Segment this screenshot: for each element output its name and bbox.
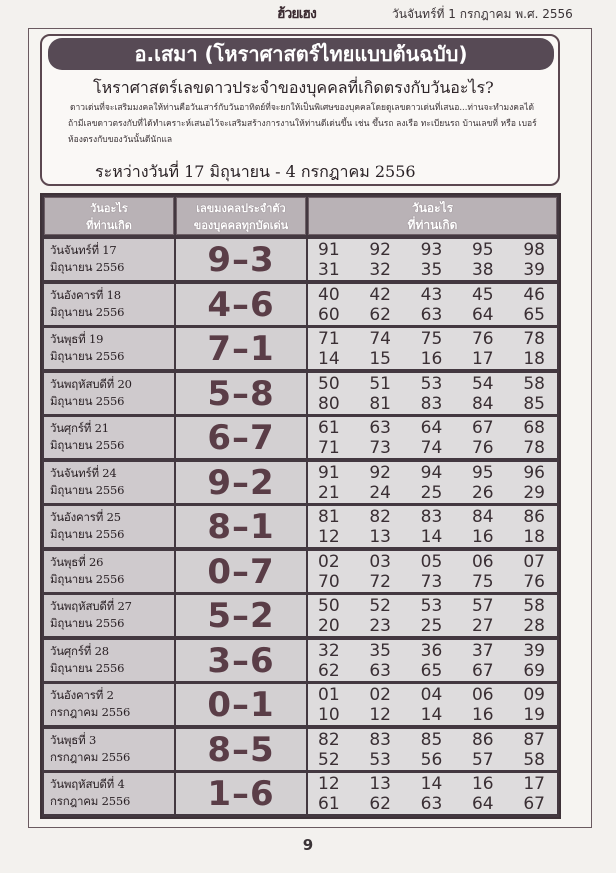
lucky-pair: 9–2 — [176, 462, 306, 503]
number-line-bottom — [308, 437, 557, 457]
table-row — [42, 772, 559, 815]
lucky-number: 40 — [318, 284, 340, 305]
lucky-number: 83 — [369, 729, 391, 750]
table-row — [42, 594, 559, 637]
table-row — [42, 372, 559, 415]
lucky-numbers-cell — [308, 284, 557, 325]
lucky-number: 17 — [471, 349, 494, 369]
lucky-numbers-cell — [308, 239, 557, 280]
number-line-top — [308, 284, 557, 304]
birth-day-cell — [44, 551, 174, 592]
lucky-number: 14 — [420, 705, 443, 725]
header-pair-line2: ของบุคคลทุกบัดเด่น — [193, 219, 289, 232]
lucky-number: 76 — [471, 329, 494, 349]
lucky-number: 01 — [318, 685, 340, 705]
table-header — [42, 195, 559, 237]
lucky-number: 86 — [471, 729, 494, 750]
lucky-number: 76 — [471, 438, 494, 458]
lucky-number: 52 — [318, 749, 340, 770]
day-month: กรกฎาคม 2556 — [50, 794, 131, 808]
lucky-number: 69 — [523, 660, 545, 681]
lucky-number: 16 — [420, 349, 443, 369]
lucky-number: 92 — [369, 240, 391, 260]
number-line-bottom — [308, 704, 557, 724]
lucky-number: 29 — [523, 482, 545, 503]
lucky-pair: 7–1 — [176, 328, 306, 369]
lucky-number: 67 — [471, 660, 494, 681]
lucky-numbers-cell — [308, 417, 557, 458]
day-name: วันจันทร์ที่ 24 — [50, 465, 117, 480]
day-name: วันอังคารที่ 18 — [50, 287, 121, 302]
lucky-number: 58 — [523, 373, 545, 394]
lucky-number: 51 — [369, 373, 391, 394]
lucky-number-table — [40, 193, 561, 819]
number-line-top — [308, 462, 557, 482]
lucky-pair: 3–6 — [176, 640, 306, 681]
number-line-bottom — [308, 749, 557, 769]
lucky-pair: 0–7 — [176, 551, 306, 592]
lucky-number: 52 — [369, 596, 391, 616]
lucky-number: 35 — [369, 640, 391, 661]
lucky-number: 27 — [471, 616, 494, 636]
birth-day-cell — [44, 684, 174, 725]
birth-day-cell — [44, 729, 174, 770]
lucky-number: 94 — [420, 462, 443, 483]
day-name: วันศุกร์ที่ 28 — [50, 643, 109, 658]
table-row — [42, 461, 559, 504]
day-month: กรกฎาคม 2556 — [50, 705, 131, 719]
lucky-number: 63 — [369, 418, 391, 438]
lucky-number: 84 — [471, 393, 494, 414]
lucky-number: 81 — [369, 393, 391, 414]
lucky-number: 61 — [318, 418, 340, 438]
table-row — [42, 683, 559, 726]
lucky-number: 65 — [523, 304, 545, 325]
lucky-number: 32 — [369, 260, 391, 280]
day-name: วันพฤหัสบดีที่ 20 — [50, 376, 132, 391]
lucky-pair: 4–6 — [176, 284, 306, 325]
lucky-numbers-cell — [308, 462, 557, 503]
day-month: มิถุนายน 2556 — [50, 616, 125, 630]
day-name: วันศุกร์ที่ 21 — [50, 421, 109, 435]
lucky-number: 45 — [471, 284, 494, 305]
lucky-number: 75 — [420, 329, 443, 349]
number-line-bottom — [308, 526, 557, 546]
lucky-number: 63 — [420, 304, 443, 325]
lucky-numbers-cell — [308, 684, 557, 725]
lucky-number: 64 — [420, 418, 443, 438]
birth-day-cell — [44, 239, 174, 280]
number-line-bottom — [308, 259, 557, 279]
lucky-number: 67 — [471, 418, 494, 438]
issue-date: วันจันทร์ที่ 1 กรกฎาคม พ.ศ. 2556 — [392, 7, 573, 21]
table-row — [42, 327, 559, 370]
lucky-numbers-cell — [308, 595, 557, 636]
header-pair-column — [176, 197, 306, 235]
lucky-number: 80 — [318, 393, 340, 414]
number-line-top — [308, 729, 557, 749]
day-name: วันอังคารที่ 2 — [50, 688, 114, 702]
day-month: มิถุนายน 2556 — [50, 571, 125, 586]
lucky-numbers-cell — [308, 551, 557, 592]
table-row — [42, 505, 559, 548]
header-pair-line1: เลขมงคลประจำตัว — [196, 202, 286, 215]
lucky-number: 31 — [318, 260, 340, 280]
lucky-number: 17 — [523, 774, 545, 794]
lucky-number: 02 — [318, 551, 340, 572]
lucky-number: 74 — [420, 438, 443, 458]
lucky-number: 10 — [318, 705, 340, 725]
lucky-number: 12 — [369, 705, 391, 725]
lucky-number: 85 — [523, 393, 545, 414]
table-row — [42, 550, 559, 593]
lucky-numbers-cell — [308, 373, 557, 414]
number-line-top — [308, 640, 557, 660]
lucky-number: 13 — [369, 527, 391, 547]
lucky-number: 16 — [471, 705, 494, 725]
lucky-number: 14 — [420, 527, 443, 547]
lucky-number: 67 — [523, 794, 545, 814]
lucky-number: 83 — [420, 393, 443, 414]
lucky-number: 83 — [420, 507, 443, 527]
lucky-number: 18 — [523, 349, 545, 369]
lucky-number: 15 — [369, 349, 391, 369]
lucky-number: 82 — [318, 729, 340, 750]
lucky-numbers-cell — [308, 506, 557, 547]
table-row — [42, 639, 559, 682]
header-day-line2: ที่ท่านเกิด — [86, 219, 132, 232]
number-line-top — [308, 239, 557, 259]
lucky-number: 06 — [471, 685, 494, 705]
lucky-pair: 9–3 — [176, 239, 306, 280]
header-numbers-column — [308, 197, 557, 235]
lucky-number: 53 — [369, 749, 391, 770]
lucky-number: 78 — [523, 438, 545, 458]
day-month: กรกฎาคม 2556 — [50, 749, 131, 764]
lucky-number: 73 — [420, 571, 443, 592]
lucky-number: 84 — [471, 507, 494, 527]
number-line-top — [308, 684, 557, 704]
lucky-number: 53 — [420, 596, 443, 616]
lucky-number: 61 — [318, 794, 340, 814]
top-bar — [0, 0, 616, 24]
lucky-number: 76 — [523, 571, 545, 592]
description-text: ดาวเด่นที่จะเสริมมงคลให้ท่านคือวันเสาร์กับวันอาทิตย์ที่จะยกให้เป็นพิเศษของบุคคลโดยดูเลขดาวเด่นที่เสนอ...ท่านจะทำมงคลได้ ถ้ามีเลขดาวตรงกับที่ได้ทำเคราะห์เสนอไว้จะเสริมสร้างการงานให้ท่านดีเด่นขึ้น เช่น ขึ้นรถ ลงเรือ ทะเบียนรถ บ้านเลขที่ หรือ เบอร์ห้องตรงกับของวันนั้นดีนักแล — [68, 103, 537, 145]
lucky-number: 58 — [523, 596, 545, 616]
lucky-number: 70 — [318, 571, 340, 592]
lucky-number: 12 — [318, 527, 340, 547]
lucky-number: 64 — [471, 794, 494, 814]
lucky-number: 57 — [471, 749, 494, 770]
lucky-number: 09 — [523, 685, 545, 705]
header-numbers-line1: วันอะไร — [411, 201, 454, 215]
number-line-top — [308, 551, 557, 571]
lucky-number: 87 — [523, 729, 545, 750]
lucky-number: 37 — [471, 640, 494, 661]
lucky-number: 46 — [523, 284, 545, 305]
number-line-bottom — [308, 304, 557, 324]
lucky-number: 23 — [369, 616, 391, 636]
day-name: วันพุธที่ 19 — [50, 332, 104, 346]
number-line-bottom — [308, 348, 557, 368]
lucky-number: 78 — [523, 329, 545, 349]
lucky-number: 35 — [420, 260, 443, 280]
day-month: มิถุนายน 2556 — [50, 260, 125, 274]
lucky-number: 16 — [471, 774, 494, 794]
day-name: วันพุธที่ 3 — [50, 732, 97, 747]
date-range: ระหว่างวันที่ 17 มิถุนายน - 4 กรกฎาคม 2556 — [95, 162, 416, 181]
day-month: มิถุนายน 2556 — [50, 660, 125, 675]
table-row — [42, 283, 559, 326]
lucky-number: 16 — [471, 527, 494, 547]
day-month: มิถุนายน 2556 — [50, 438, 125, 452]
birth-day-cell — [44, 462, 174, 503]
lucky-number: 12 — [318, 774, 340, 794]
question-heading: โหราศาสตร์เลขดาวประจำของบุคคลที่เกิดตรงกับวันอะไร? — [93, 78, 494, 97]
lucky-number: 92 — [369, 462, 391, 483]
lucky-number: 19 — [523, 705, 545, 725]
day-name: วันจันทร์ที่ 17 — [50, 243, 117, 257]
lucky-number: 21 — [318, 482, 340, 503]
lucky-number: 62 — [369, 794, 391, 814]
lucky-number: 63 — [420, 794, 443, 814]
lucky-number: 42 — [369, 284, 391, 305]
number-line-bottom — [308, 482, 557, 502]
lucky-pair: 1–6 — [176, 773, 306, 814]
day-month: มิถุนายน 2556 — [50, 349, 125, 363]
lucky-number: 14 — [420, 774, 443, 794]
page-title: อ.เสมา (โหราศาสตร์ไทยแบบต้นฉบับ) — [48, 38, 554, 70]
lucky-number: 05 — [420, 551, 443, 572]
number-line-top — [308, 506, 557, 526]
lucky-number: 68 — [523, 418, 545, 438]
lucky-number: 20 — [318, 616, 340, 636]
birth-day-cell — [44, 328, 174, 369]
lucky-number: 32 — [318, 640, 340, 661]
lucky-number: 25 — [420, 616, 443, 636]
birth-day-cell — [44, 284, 174, 325]
lucky-number: 24 — [369, 482, 391, 503]
lucky-number: 82 — [369, 507, 391, 527]
lucky-number: 43 — [420, 284, 443, 305]
lucky-number: 13 — [369, 774, 391, 794]
table-row — [42, 728, 559, 771]
lucky-number: 03 — [369, 551, 391, 572]
lucky-number: 38 — [471, 260, 494, 280]
lucky-pair: 0–1 — [176, 684, 306, 725]
lucky-number: 36 — [420, 640, 443, 661]
lucky-number: 72 — [369, 571, 391, 592]
birth-day-cell — [44, 773, 174, 814]
day-month: มิถุนายน 2556 — [50, 482, 125, 497]
lucky-number: 06 — [471, 551, 494, 572]
number-line-top — [308, 417, 557, 437]
lucky-number: 98 — [523, 240, 545, 260]
number-line-bottom — [308, 571, 557, 591]
lucky-number: 74 — [369, 329, 391, 349]
lucky-number: 39 — [523, 260, 545, 280]
birth-day-cell — [44, 417, 174, 458]
lucky-number: 26 — [471, 482, 494, 503]
lucky-number: 53 — [420, 373, 443, 394]
number-line-top — [308, 773, 557, 793]
lucky-number: 86 — [523, 507, 545, 527]
header-numbers-line2: ที่ท่านเกิด — [407, 218, 458, 232]
day-name: วันพุธที่ 26 — [50, 554, 104, 569]
lucky-number: 71 — [318, 438, 340, 458]
header-day-line1: วันอะไร — [90, 202, 128, 215]
lucky-number: 91 — [318, 240, 340, 260]
lucky-number: 18 — [523, 527, 545, 547]
lucky-number: 62 — [318, 660, 340, 681]
table-row — [42, 416, 559, 459]
number-line-bottom — [308, 615, 557, 635]
lucky-number: 39 — [523, 640, 545, 661]
number-line-bottom — [308, 660, 557, 680]
table-row — [42, 238, 559, 281]
day-name: วันพฤหัสบดีที่ 27 — [50, 599, 132, 613]
lucky-number: 95 — [471, 240, 494, 260]
lucky-number: 73 — [369, 438, 391, 458]
lucky-number: 57 — [471, 596, 494, 616]
day-month: มิถุนายน 2556 — [50, 527, 125, 541]
lucky-pair: 5–2 — [176, 595, 306, 636]
lucky-number: 02 — [369, 685, 391, 705]
lucky-number: 85 — [420, 729, 443, 750]
birth-day-cell — [44, 506, 174, 547]
lucky-number: 95 — [471, 462, 494, 483]
lucky-number: 62 — [369, 304, 391, 325]
lucky-number: 60 — [318, 304, 340, 325]
lucky-number: 50 — [318, 596, 340, 616]
lucky-number: 65 — [420, 660, 443, 681]
day-month: มิถุนายน 2556 — [50, 304, 125, 319]
number-line-bottom — [308, 793, 557, 813]
number-line-top — [308, 373, 557, 393]
lucky-number: 25 — [420, 482, 443, 503]
lucky-numbers-cell — [308, 328, 557, 369]
lucky-number: 64 — [471, 304, 494, 325]
lucky-pair: 8–1 — [176, 506, 306, 547]
header-day-column — [44, 197, 174, 235]
lucky-number: 58 — [523, 749, 545, 770]
lucky-numbers-cell — [308, 729, 557, 770]
lucky-pair: 8–5 — [176, 729, 306, 770]
lucky-number: 56 — [420, 749, 443, 770]
lucky-numbers-cell — [308, 773, 557, 814]
day-name: วันอังคารที่ 25 — [50, 510, 121, 524]
lucky-number: 96 — [523, 462, 545, 483]
lucky-number: 28 — [523, 616, 545, 636]
lucky-number: 50 — [318, 373, 340, 394]
number-line-bottom — [308, 393, 557, 413]
number-line-top — [308, 595, 557, 615]
lucky-number: 93 — [420, 240, 443, 260]
page-number: 9 — [302, 836, 314, 854]
lucky-number: 81 — [318, 507, 340, 527]
birth-day-cell — [44, 640, 174, 681]
lucky-number: 04 — [420, 685, 443, 705]
number-line-top — [308, 328, 557, 348]
day-name: วันพฤหัสบดีที่ 4 — [50, 777, 125, 791]
lucky-number: 54 — [471, 373, 494, 394]
publication-logo: ฮ้วยเฮง — [277, 6, 316, 22]
lucky-number: 63 — [369, 660, 391, 681]
lucky-pair: 6–7 — [176, 417, 306, 458]
lucky-number: 71 — [318, 329, 340, 349]
lucky-numbers-cell — [308, 640, 557, 681]
lucky-number: 07 — [523, 551, 545, 572]
birth-day-cell — [44, 595, 174, 636]
day-month: มิถุนายน 2556 — [50, 393, 125, 408]
lucky-pair: 5–8 — [176, 373, 306, 414]
lucky-number: 91 — [318, 462, 340, 483]
lucky-number: 75 — [471, 571, 494, 592]
birth-day-cell — [44, 373, 174, 414]
lucky-number: 14 — [318, 349, 340, 369]
